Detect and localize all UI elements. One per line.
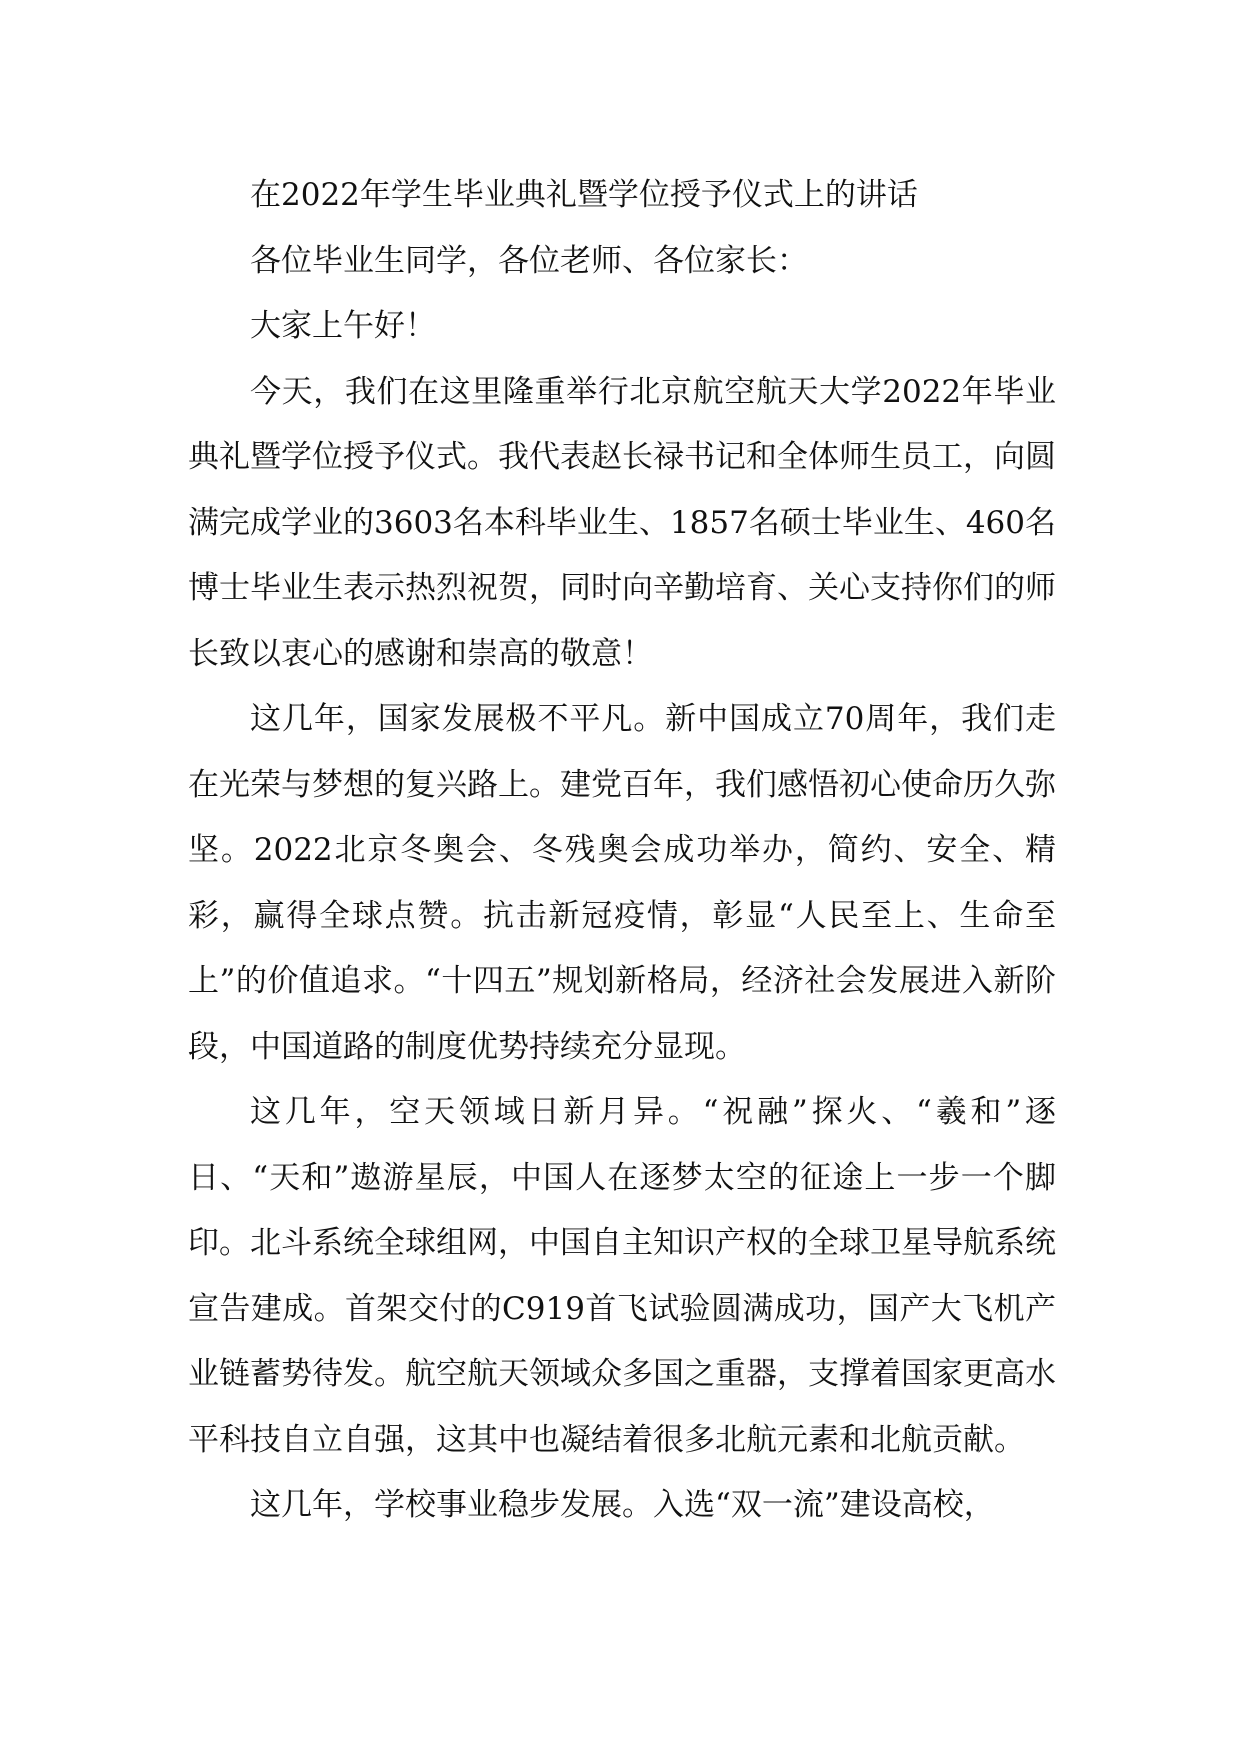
body-paragraph: 今天，我们在这里隆重举行北京航空航天大学2022年毕业典礼暨学位授予仪式。我代表赵长禄书记和全体师生员工，向圆满完成学业的3603名本科毕业生、1857名硕士毕业生、460名博士毕业生表示热烈祝贺，同时向辛勤培育、关心支持你们的师长致以衷心的感谢和崇高的敬意！ <box>188 373 1056 672</box>
body-paragraph: 这几年，空天领域日新月异。“祝融”探火、“羲和”逐日、“天和”遨游星辰，中国人在逐梦太空的征途上一步一个脚印。北斗系统全球组网，中国自主知识产权的全球卫星导航系统宣告建成。首架交付的C919首飞试验圆满成功，国产大飞机产业链蓄势待发。航空航天领域众多国之重器，支撑着国家更高水平科技自立自强，这其中也凝结着很多北航元素和北航贡献。 <box>188 1094 1056 1458</box>
body-paragraph: 这几年，国家发展极不平凡。新中国成立70周年，我们走在光荣与梦想的复兴路上。建党百年，我们感悟初心使命历久弥坚。2022北京冬奥会、冬残奥会成功举办，简约、安全、精彩，赢得全球点赞。抗击新冠疫情，彰显“人民至上、生命至上”的价值追求。“十四五”规划新格局，经济社会发展进入新阶段，中国道路的制度优势持续充分显现。 <box>188 701 1056 1065</box>
document-title: 在2022年学生毕业典礼暨学位授予仪式上的讲话 <box>250 177 918 213</box>
greeting: 大家上午好！ <box>250 308 436 344</box>
document-body <box>188 163 1056 1539</box>
salutation: 各位毕业生同学，各位老师、各位家长： <box>250 242 808 279</box>
body-paragraph: 这几年，学校事业稳步发展。入选“双一流”建设高校， <box>250 1487 995 1523</box>
